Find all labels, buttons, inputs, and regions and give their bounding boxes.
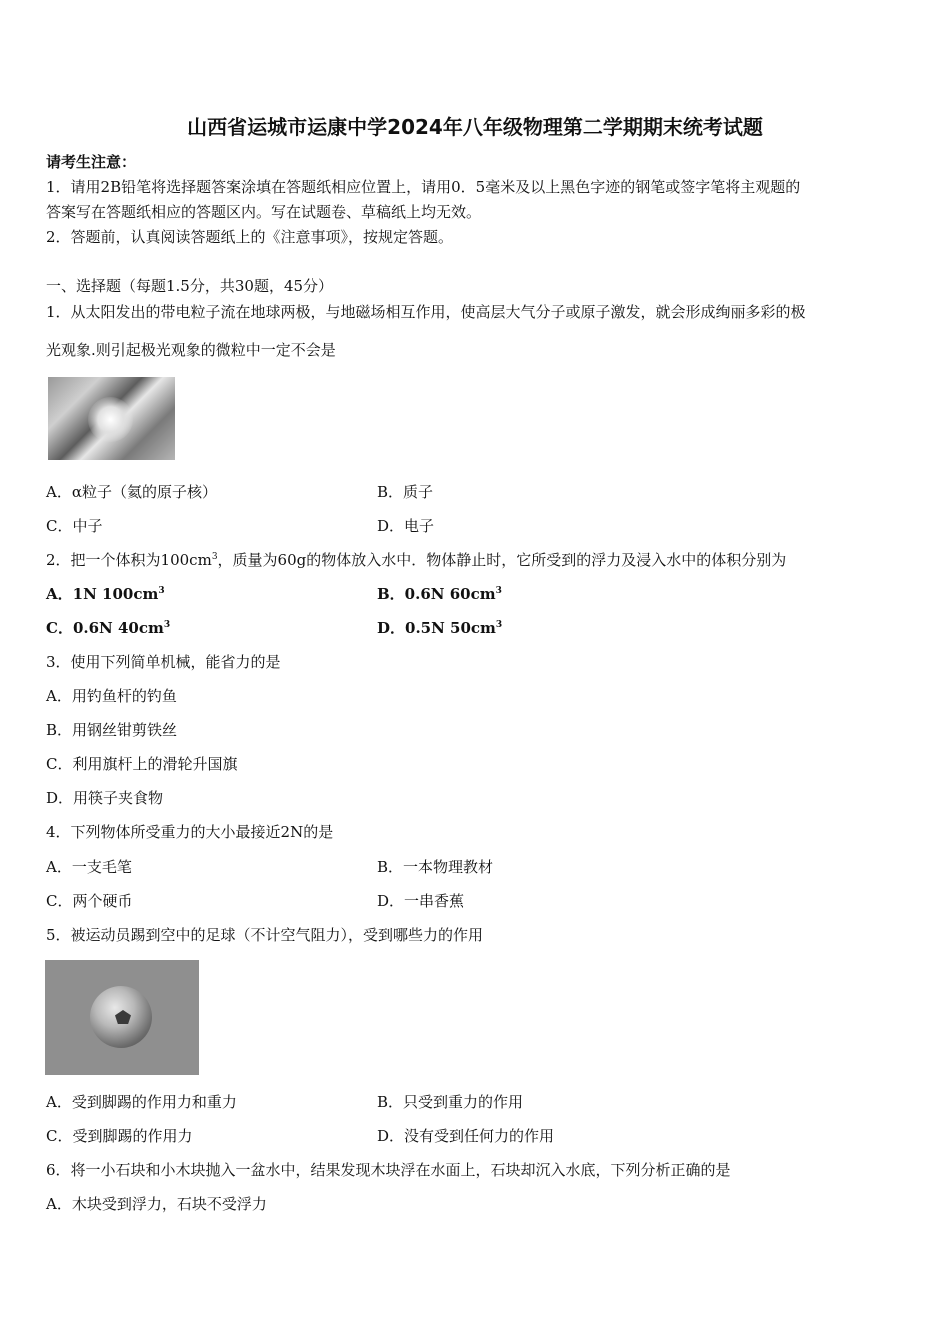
football-image — [45, 960, 199, 1075]
question-1-stem-cont: 光观象.则引起极光观象的微粒中一定不会是 — [46, 341, 336, 359]
q5-option-d: D．没有受到任何力的作用 — [377, 1127, 555, 1145]
q1-option-b: B．质子 — [377, 483, 434, 501]
question-3-stem: 3．使用下列简单机械，能省力的是 — [46, 653, 281, 671]
q5-option-b: B．只受到重力的作用 — [377, 1093, 524, 1111]
q2-option-d: D．0.5N $50cm^3$ — [377, 619, 503, 637]
question-4-stem: 4．下列物体所受重力的大小最接近2N的是 — [46, 823, 334, 841]
q1-option-d: D．电子 — [377, 517, 435, 535]
q2-option-b: B．0.6N $60cm^3$ — [377, 585, 502, 603]
q2-option-a: A．1N $100cm^3$ — [46, 585, 165, 603]
q3-option-c: C．利用旗杆上的滑轮升国旗 — [46, 755, 238, 773]
question-1-stem: 1．从太阳发出的带电粒子流在地球两极，与地磁场相互作用，使高层大气分子或原子激发，就会形成绚丽多彩的极 — [46, 303, 806, 321]
q2-option-c: C．0.6N $40cm^3$ — [46, 619, 171, 637]
question-5-stem: 5．被运动员踢到空中的足球（不计空气阻力），受到哪些力的作用 — [46, 926, 484, 944]
page-title: 山西省运城市运康中学2024年八年级物理第二学期期末统考试题 — [187, 115, 763, 139]
notice-heading: 请考生注意： — [46, 153, 137, 171]
q3-option-b: B．用钢丝钳剪铁丝 — [46, 721, 178, 739]
q1-option-a: A．α粒子（氦的原子核） — [46, 483, 217, 501]
section-heading: 一、选择题（每题1.5分，共30题，45分） — [46, 277, 334, 295]
notice-line: 2．答题前，认真阅读答题纸上的《注意事项》，按规定答题。 — [46, 228, 454, 246]
q3-option-d: D．用筷子夹食物 — [46, 789, 164, 807]
q4-option-a: A．一支毛笔 — [46, 858, 132, 876]
q5-option-c: C．受到脚踢的作用力 — [46, 1127, 193, 1145]
question-6-stem: 6．将一小石块和小木块抛入一盆水中，结果发现木块浮在水面上，石块却沉入水底，下列分析正确的是 — [46, 1161, 731, 1179]
q6-option-a: A．木块受到浮力，石块不受浮力 — [46, 1195, 267, 1213]
notice-line: 1．请用2B铅笔将选择题答案涂填在答题纸相应位置上，请用0．5毫米及以上黑色字迹的钢笔或签字笔将主观题的 — [46, 178, 801, 196]
q5-option-a: A．受到脚踢的作用力和重力 — [46, 1093, 237, 1111]
aurora-image — [48, 377, 175, 460]
q4-option-d: D．一串香蕉 — [377, 892, 465, 910]
q4-option-c: C．两个硬币 — [46, 892, 133, 910]
q4-option-b: B．一本物理教材 — [377, 858, 494, 876]
q1-option-c: C．中子 — [46, 517, 103, 535]
question-2-stem: 2．把一个体积为$100cm^3$，质量为60g的物体放入水中．物体静止时，它所受到的浮力及浸入水中的体积分别为 — [46, 551, 787, 569]
notice-line: 答案写在答题纸相应的答题区内。写在试题卷、草稿纸上均无效。 — [46, 203, 482, 221]
q3-option-a: A．用钓鱼杆的钓鱼 — [46, 687, 177, 705]
